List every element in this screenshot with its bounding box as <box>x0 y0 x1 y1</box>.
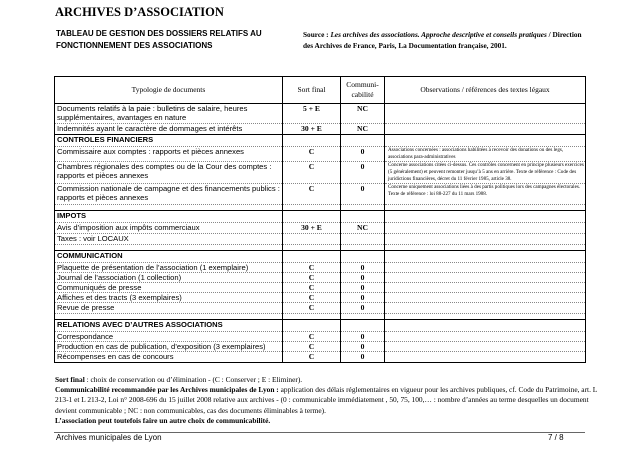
cell-communicabilite <box>341 234 385 245</box>
cell-observations: Concerne associations citées ci-dessus. Ces contrôles concernent en principe plusieurs exercices (5 généralement) et peuvent remonter jusqu’à 5 ans en arrière. Texte de référence : Code des juridictions financières, décret du 11 février 1985, article 38. <box>385 162 586 184</box>
table-body <box>55 104 586 363</box>
section-header-row <box>55 135 586 147</box>
section-header-row <box>55 211 586 223</box>
cell-typologie: Chambres régionales des comptes ou de la Cour des comptes : rapports et pièces annexes <box>55 162 283 184</box>
cell-observations <box>385 263 586 273</box>
cell-communicabilite: 0 <box>341 303 385 314</box>
cell-sort-final: C <box>283 342 341 352</box>
cell-typologie: Indemnités ayant le caractère de dommages et intérêts <box>55 124 283 135</box>
section-title: COMMUNICATION <box>55 251 283 263</box>
cell-typologie: Correspondance <box>55 332 283 342</box>
cell-sort-final: 5 + E <box>283 104 341 124</box>
section-header-row <box>55 320 586 332</box>
cell-typologie: Journal de l’association (1 collection) <box>55 273 283 283</box>
note-sort-final: Sort final : choix de conservation ou d’élimination - (C : Conserver ; E : Eliminer). <box>55 375 303 384</box>
header-observations: Observations / références des textes légaux <box>385 77 586 104</box>
table-row <box>55 283 586 293</box>
cell-observations <box>385 234 586 245</box>
note-choice: L’association peut toutefois faire un autre choix de communicabilité. <box>55 415 271 425</box>
table-row <box>55 104 586 124</box>
cell-typologie: Plaquette de présentation de l’association (1 exemplaire) <box>55 263 283 273</box>
header-typologie: Typologie de documents <box>55 77 283 104</box>
cell-sort-final: C <box>283 352 341 363</box>
cell-typologie: Communiqués de presse <box>55 283 283 293</box>
cell-sort-final: C <box>283 273 341 283</box>
cell-sort-final <box>283 234 341 245</box>
cell-communicabilite: NC <box>341 223 385 234</box>
cell-sort-final: C <box>283 147 341 162</box>
cell-observations <box>385 352 586 363</box>
cell-communicabilite: 0 <box>341 283 385 293</box>
cell-typologie: Production en cas de publication, d’exposition (3 exemplaires) <box>55 342 283 352</box>
cell-typologie: Affiches et des tracts (3 exemplaires) <box>55 293 283 303</box>
table-row <box>55 273 586 283</box>
cell-communicabilite: 0 <box>341 263 385 273</box>
cell-communicabilite: 0 <box>341 184 385 205</box>
source-title: Les archives des associations. Approche descriptive et conseils pratiques <box>330 30 547 39</box>
cell-typologie: Commissaire aux comptes : rapports et pièces annexes <box>55 147 283 162</box>
source-label: Source : <box>303 30 329 39</box>
cell-sort-final: C <box>283 263 341 273</box>
header-communicabilite: Communi-cabilité <box>341 77 385 104</box>
cell-typologie: Revue de presse <box>55 303 283 314</box>
page-title: ARCHIVES D’ASSOCIATION <box>55 5 224 19</box>
cell-sort-final: C <box>283 283 341 293</box>
table-row <box>55 124 586 135</box>
section-title: IMPOTS <box>55 211 283 223</box>
legend-notes <box>55 375 600 426</box>
cell-sort-final: 30 + E <box>283 124 341 135</box>
cell-typologie: Commission nationale de campagne et des financements publics : rapports et pièces annexes <box>55 184 283 205</box>
table-header-row <box>55 77 586 104</box>
table-row <box>55 223 586 234</box>
section-header-row <box>55 251 586 263</box>
table-row <box>55 147 586 162</box>
header-sort: Sort final <box>283 77 341 104</box>
cell-communicabilite: 0 <box>341 332 385 342</box>
cell-typologie: Avis d’imposition aux impôts commerciaux <box>55 223 283 234</box>
cell-observations <box>385 104 586 124</box>
section-title: RELATIONS AVEC D’AUTRES ASSOCIATIONS <box>55 320 283 332</box>
cell-communicabilite: 0 <box>341 342 385 352</box>
cell-observations <box>385 332 586 342</box>
table-row <box>55 332 586 342</box>
note-communicabilite: Communicabilité recommandée par les Archives municipales de Lyon : application des délais réglementaires en vigueur pour les archives publiques, cf. Code du Patrimoine, art. L 213-1 et L 213-2, Loi n° 2008-696 du 15 juillet 2008 relative aux archives - (0 : communicable immédiatement , 50, 75, 100,… : nombre d’années au terme desquelles un document devient communicable ; NC : non communicables, cas des documents éliminables à terme). <box>55 385 598 415</box>
page-number: 7 / 8 <box>548 433 564 442</box>
cell-sort-final: C <box>283 303 341 314</box>
cell-communicabilite: 0 <box>341 147 385 162</box>
cell-sort-final: C <box>283 293 341 303</box>
source-publisher: / Direction des Archives de France, Paris, La Documentation française, 2001. <box>303 30 582 50</box>
cell-observations <box>385 124 586 135</box>
cell-communicabilite: 0 <box>341 162 385 184</box>
cell-communicabilite: 0 <box>341 293 385 303</box>
cell-observations <box>385 223 586 234</box>
cell-communicabilite: 0 <box>341 273 385 283</box>
document-subtitle: TABLEAU DE GESTION DES DOSSIERS RELATIFS AU FONCTIONNEMENT DES ASSOCIATIONS <box>56 29 262 50</box>
cell-communicabilite: NC <box>341 124 385 135</box>
footer-institution: Archives municipales de Lyon <box>56 433 162 442</box>
cell-observations <box>385 273 586 283</box>
table-row <box>55 184 586 205</box>
table-row <box>55 303 586 314</box>
source-citation <box>303 29 593 51</box>
cell-typologie: Récompenses en cas de concours <box>55 352 283 363</box>
table-row <box>55 162 586 184</box>
cell-observations <box>385 293 586 303</box>
cell-observations: Concerne uniquement associations liées à des partis politiques lors des campagnes électorales. Texte de référence : loi 88-227 du 11 mars 1988. <box>385 184 586 205</box>
table-row <box>55 263 586 273</box>
cell-typologie: Documents relatifs à la paie : bulletins de salaire, heures supplémentaires, avantages en nature <box>55 104 283 124</box>
cell-observations: Associations concernées : associations habilitées à recevoir des donations ou des legs, associations para-administratives <box>385 147 586 162</box>
table-row <box>55 352 586 363</box>
cell-typologie: Taxes : voir LOCAUX <box>55 234 283 245</box>
cell-observations <box>385 283 586 293</box>
retention-table <box>54 76 586 363</box>
cell-sort-final: C <box>283 332 341 342</box>
cell-sort-final: C <box>283 184 341 205</box>
cell-observations <box>385 303 586 314</box>
table-row <box>55 342 586 352</box>
cell-sort-final: C <box>283 162 341 184</box>
table-row <box>55 293 586 303</box>
cell-communicabilite: 0 <box>341 352 385 363</box>
table-row <box>55 234 586 245</box>
cell-communicabilite: NC <box>341 104 385 124</box>
cell-sort-final: 30 + E <box>283 223 341 234</box>
section-title: CONTROLES FINANCIERS <box>55 135 283 147</box>
cell-observations <box>385 342 586 352</box>
